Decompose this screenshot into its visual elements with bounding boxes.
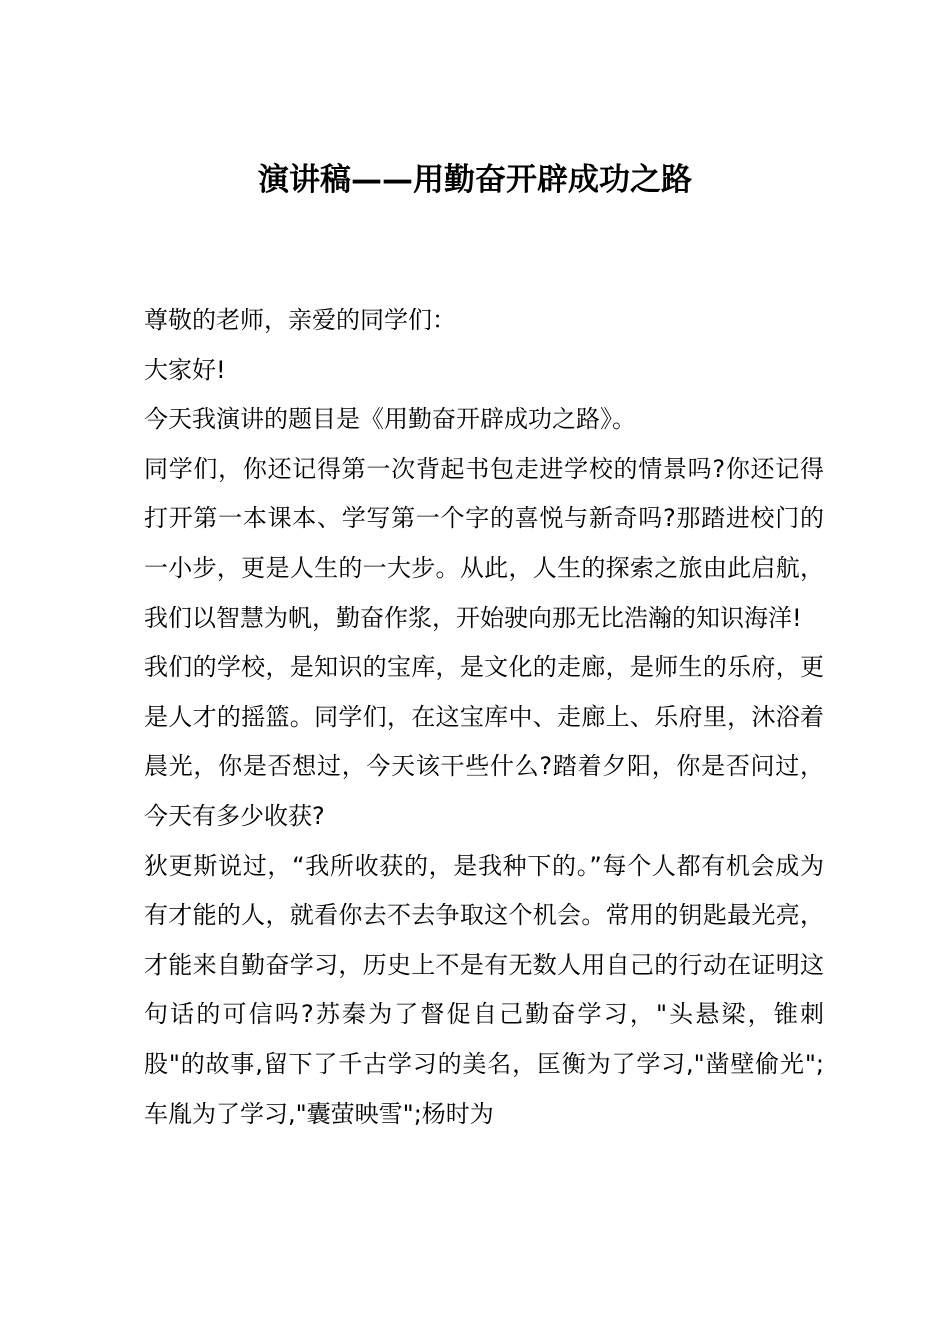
body-paragraph: 同学们，你还记得第一次背起书包走进学校的情景吗?你还记得打开第一本课本、学写第一个字的喜悦与新奇吗?那踏进校门的一小步，更是人生的一大步。从此，人生的探索之旅由此启航，我们以智慧为帆，勤奋作浆，开始驶向那无比浩瀚的知识海洋! (144, 454, 824, 632)
greeting-paragraph: 尊敬的老师，亲爱的同学们： (144, 306, 456, 334)
body-paragraph: 狄更斯说过，“我所收获的，是我种下的。”每个人都有机会成为有才能的人，就看你去不去争取这个机会。常用的钥匙最光亮，才能来自勤奋学习，历史上不是有无数人用自己的行动在证明这句话的可信吗?苏秦为了督促自己勤奋学习，"头悬梁，锥刺股"的故事,留下了千古学习的美名，匡衡为了学习,"凿壁偷光";车胤为了学习,"囊萤映雪";杨时为 (144, 851, 824, 1128)
document-body (144, 296, 824, 1139)
topic-paragraph: 今天我演讲的题目是《用勤奋开辟成功之路》。 (144, 405, 636, 434)
document-title: 演讲稿——用勤奋开辟成功之路 (258, 162, 692, 198)
body-paragraph: 我们的学校，是知识的宝库，是文化的走廊，是师生的乐府，更是人才的摇篮。同学们，在这宝库中、走廊上、乐府里，沐浴着晨光，你是否想过，今天该干些什么?踏着夕阳，你是否问过，今天有多少收获? (144, 653, 824, 830)
salutation-paragraph: 大家好! (144, 355, 226, 384)
